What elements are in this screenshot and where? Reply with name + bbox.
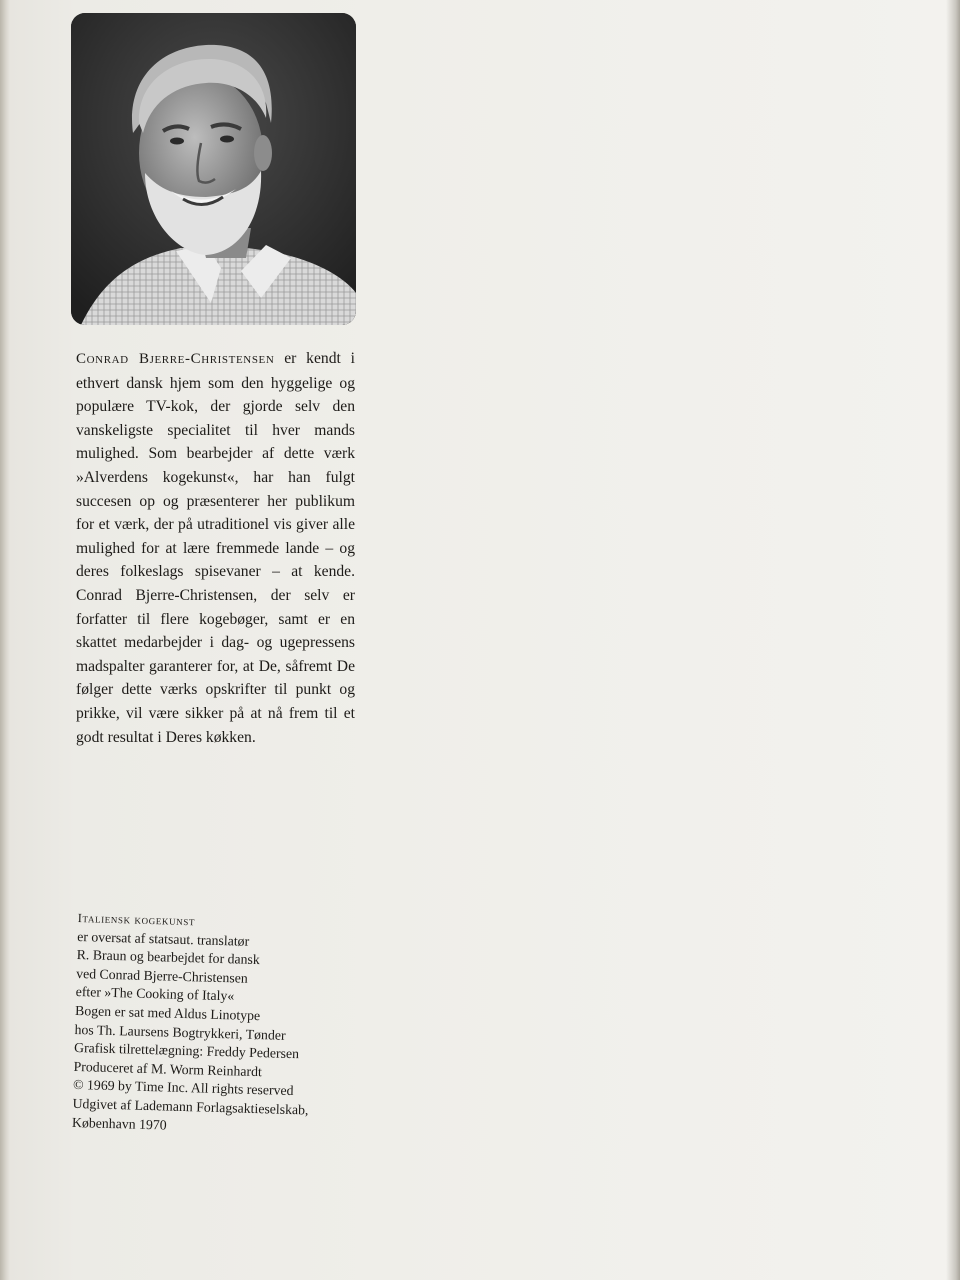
page-right-edge-shadow	[946, 0, 960, 1280]
author-portrait-photo	[71, 13, 356, 325]
colophon-block	[72, 909, 378, 1140]
colophon-line: © 1969 by Time Inc. All rights reserved	[72, 1077, 294, 1099]
colophon-line: er oversat af statsaut. translatør	[77, 928, 250, 949]
colophon-line: R. Braun og bearbejdet for dansk	[76, 947, 261, 968]
colophon-line: hos Th. Laursens Bogtrykkeri, Tønder	[74, 1021, 286, 1043]
colophon-line: ved Conrad Bjerre-Christensen	[75, 965, 249, 986]
page-left-edge-shadow	[0, 0, 10, 1280]
colophon-line: Udgivet af Lademann Forlagsaktieselskab,	[72, 1095, 309, 1118]
colophon-line: København 1970	[71, 1114, 167, 1133]
colophon-line: Grafisk tilrettelægning: Freddy Pedersen	[73, 1040, 300, 1062]
author-biography-paragraph	[76, 347, 355, 749]
author-name-smallcaps: Conrad Bjerre-Christensen	[76, 351, 275, 367]
colophon-title: Italiensk kogekunst	[77, 910, 196, 929]
colophon-line: efter »The Cooking of Italy«	[75, 984, 235, 1004]
author-biography-text: er kendt i ethvert dansk hjem som den hyggelige og populære TV-kok, der gjorde selv den vanskeligste specialitet til hver mands mulighed. Som bearbejder af dette værk »Alverdens kogekunst«, har han fulgt succesen op og præsenterer her publikum for et værk, der på utraditionel vis giver alle mulighed for at lære fremmede lande – og deres folkeslags spisevaner – at kende. Conrad Bjerre-Christensen, der selv er forfatter til flere kogebøger, samt er en skattet medarbejder i dag- og ugepressens madspalter garanterer for, at De, såfremt De følger dette værks opskrifter til punkt og prikke, vil være sikker på at nå frem til et godt resultat i Deres køkken.	[76, 350, 355, 746]
colophon-line: Bogen er sat med Aldus Linotype	[74, 1002, 261, 1024]
colophon-line: Produceret af M. Worm Reinhardt	[73, 1058, 263, 1079]
